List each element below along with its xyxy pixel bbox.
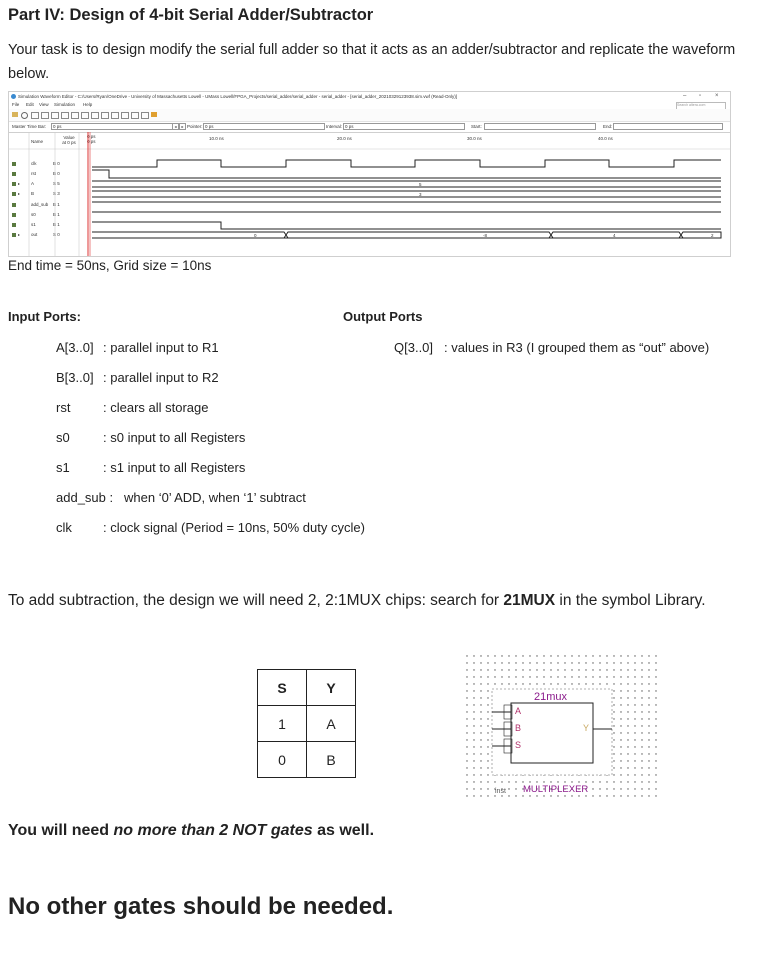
out-bus-segment	[284, 232, 553, 238]
output-port-desc: : values in R3 (I grouped them as “out” above)	[444, 340, 710, 355]
out-bus-value: 2	[711, 233, 714, 238]
signal-row[interactable]	[9, 211, 87, 220]
b-bus-value: 3	[419, 192, 422, 197]
scroll-left-button[interactable]: ◂	[172, 123, 179, 130]
ruler-tick: 10.0 ns	[209, 136, 224, 141]
toolbar	[9, 109, 730, 122]
master-time-bar-field[interactable]: 0 ps	[51, 123, 173, 130]
signal-icon	[12, 203, 16, 207]
interval-field[interactable]: 0 ps	[343, 123, 465, 130]
toolbar-icon[interactable]	[121, 112, 129, 119]
port-name: rst	[56, 400, 71, 415]
search-input[interactable]: Search altera.com	[676, 102, 726, 111]
waveform-caption: End time = 50ns, Grid size = 10ns	[8, 258, 212, 273]
out-bus-value: 0	[254, 233, 257, 238]
output-port-name: Q[3..0]	[394, 340, 434, 355]
time-bar	[9, 122, 730, 133]
toolbar-icon[interactable]	[111, 112, 119, 119]
mux-keyword: 21MUX	[503, 592, 556, 609]
table-cell: 1	[258, 706, 307, 742]
not-gate-emphasis: no more than 2 NOT gates	[113, 822, 313, 839]
menu-view[interactable]: View	[39, 102, 49, 107]
intro-paragraph: Your task is to design modify the serial full adder so that it acts as an adder/subtractor and replicate the waveform below.	[8, 42, 736, 82]
table-row	[258, 742, 356, 778]
minimize-icon[interactable]: –	[683, 93, 687, 99]
ruler-tick: 20.0 ns	[337, 136, 352, 141]
signal-row[interactable]	[9, 160, 87, 169]
master-time-bar-label: Master Time Bar:	[12, 124, 47, 129]
expand-icon[interactable]: ▸	[18, 232, 21, 237]
toolbar-icon[interactable]	[101, 112, 109, 119]
signal-name: clk	[31, 161, 37, 166]
out-bus-segment	[549, 232, 683, 238]
rst-wave	[92, 170, 721, 178]
signal-icon	[12, 162, 16, 166]
start-field[interactable]	[484, 123, 596, 130]
signal-name: B	[31, 191, 35, 196]
signal-icon	[12, 192, 16, 196]
signal-value: B 0	[53, 161, 60, 166]
signal-value: B 1	[53, 212, 60, 217]
mux-truth-table	[257, 669, 356, 778]
app-icon	[11, 94, 16, 99]
toolbar-icon[interactable]	[131, 112, 139, 119]
port-name: A[3..0]	[56, 340, 94, 355]
scroll-right-button[interactable]: ▸	[179, 123, 186, 130]
signal-name: add_sub	[31, 202, 49, 207]
waveform-screenshot	[8, 91, 731, 257]
signal-icon	[12, 172, 16, 176]
signal-value: S 3	[53, 191, 60, 196]
page-title: Part IV: Design of 4-bit Serial Adder/Subtractor	[8, 6, 374, 24]
pointer-field[interactable]: 0 ps	[203, 123, 325, 130]
name-column-header: Name	[31, 139, 44, 144]
port-desc: when ‘0’ ADD, when ‘1’ subtract	[124, 490, 306, 505]
end-label: End:	[603, 124, 613, 129]
port-desc: : clock signal (Period = 10ns, 50% duty cycle)	[103, 520, 365, 535]
menu-help[interactable]: Help	[83, 102, 93, 107]
ruler-tick: 40.0 ns	[598, 136, 613, 141]
toolbar-icon[interactable]	[91, 112, 99, 119]
table-header: S	[258, 670, 307, 706]
window-title: Simulation Waveform Editor - C:/Users/Ryan/OneDrive - University of Massachusetts Lowell - UMass Lowell/FPGA_Projects/serial_adder/serial_adder - serial_adder - [serial_adder_20210329123938.sim.vwf (Read-Only)]	[18, 94, 458, 99]
signal-name: A	[31, 181, 35, 186]
port-name: B[3..0]	[56, 370, 94, 385]
signal-value: B 0	[53, 171, 60, 176]
window-titlebar	[9, 92, 730, 101]
out-bus-segment	[679, 232, 721, 238]
mux-pin-y: Y	[583, 723, 590, 733]
mux-pin-s: S	[515, 740, 522, 750]
toolbar-icon[interactable]	[31, 112, 39, 119]
signal-icon	[12, 233, 16, 237]
toolbar-icon[interactable]	[51, 112, 59, 119]
expand-icon[interactable]: ▸	[18, 191, 21, 196]
signal-icon	[12, 213, 16, 217]
pointer-label: Pointer:	[187, 124, 203, 129]
maximize-icon[interactable]: ▫	[699, 93, 702, 99]
ruler-tick: 30.0 ns	[467, 136, 482, 141]
out-bus-value: 4	[613, 233, 616, 238]
zoom-icon[interactable]	[21, 112, 28, 119]
start-label: Start:	[471, 124, 482, 129]
mux-pin-b: B	[515, 723, 522, 733]
s1-wave	[92, 222, 721, 229]
table-cell: A	[307, 706, 356, 742]
signal-value: B 1	[53, 222, 60, 227]
close-icon[interactable]: ×	[715, 93, 719, 99]
mux-label: MULTIPLEXER	[523, 784, 589, 795]
table-row	[258, 706, 356, 742]
port-desc: : parallel input to R1	[103, 340, 219, 355]
mux-inst: inst	[495, 788, 506, 795]
port-desc: : s1 input to all Registers	[103, 460, 246, 475]
port-desc: : s0 input to all Registers	[103, 430, 246, 445]
port-name: s1	[56, 460, 70, 475]
port-desc: : clears all storage	[103, 400, 209, 415]
expand-icon[interactable]: ▸	[18, 181, 21, 186]
out-bus-segment	[92, 232, 288, 238]
signal-row[interactable]	[9, 221, 87, 230]
menu-file[interactable]: File	[12, 102, 20, 107]
signal-value: S 5	[53, 181, 60, 186]
port-name: clk	[56, 520, 72, 535]
toolbar-icon[interactable]	[12, 112, 18, 117]
port-name: add_sub :	[56, 490, 114, 505]
signal-name: s0	[31, 212, 36, 217]
signal-icon	[12, 182, 16, 186]
final-note: No other gates should be needed.	[8, 893, 394, 920]
toolbar-icon[interactable]	[151, 112, 157, 117]
a-bus-value: 5	[419, 182, 422, 187]
toolbar-icon[interactable]	[41, 112, 49, 119]
interval-label: Interval:	[326, 124, 343, 129]
menu-bar	[9, 101, 730, 109]
toolbar-icon[interactable]	[61, 112, 69, 119]
signal-value: S 0	[53, 232, 60, 237]
toolbar-icon[interactable]	[71, 112, 79, 119]
signal-row[interactable]	[9, 170, 87, 179]
mux-body	[511, 703, 593, 763]
toolbar-icon[interactable]	[141, 112, 149, 119]
signal-row[interactable]	[9, 180, 87, 189]
toolbar-icon[interactable]	[81, 112, 89, 119]
signal-name: out	[31, 232, 38, 237]
output-ports-label: Output Ports	[343, 309, 423, 324]
ruler-start: 0 ps	[87, 134, 96, 139]
signal-name: rst	[31, 171, 36, 176]
mux-symbol	[466, 655, 658, 799]
port-name: s0	[56, 430, 70, 445]
clk-wave	[92, 160, 721, 167]
not-gate-note: You will need no more than 2 NOT gates as well.	[8, 822, 375, 839]
end-field[interactable]	[613, 123, 723, 130]
menu-simulation[interactable]: Simulation	[54, 102, 76, 107]
mux-paragraph: To add subtraction, the design we will need 2, 2:1MUX chips: search for 21MUX in the symbol Library.	[8, 592, 706, 609]
input-ports-label: Input Ports:	[8, 309, 81, 324]
signal-row[interactable]	[9, 190, 87, 199]
signal-row[interactable]	[9, 201, 87, 210]
ruler-start-2: 0 ps	[87, 139, 96, 144]
signal-name: s1	[31, 222, 36, 227]
menu-edit[interactable]: Edit	[26, 102, 34, 107]
table-cell: 0	[258, 742, 307, 778]
mux-pin-a: A	[515, 706, 522, 716]
out-bus-value: -8	[483, 233, 488, 238]
port-desc: : parallel input to R2	[103, 370, 219, 385]
signal-value: B 1	[53, 202, 60, 207]
table-header: Y	[307, 670, 356, 706]
mux-name: 21mux	[534, 691, 568, 703]
value-column-header: Value at 0 ps	[62, 135, 76, 145]
mux-symbol-graphic	[466, 655, 658, 799]
table-cell: B	[307, 742, 356, 778]
signal-icon	[12, 223, 16, 227]
signal-row[interactable]	[9, 231, 87, 240]
